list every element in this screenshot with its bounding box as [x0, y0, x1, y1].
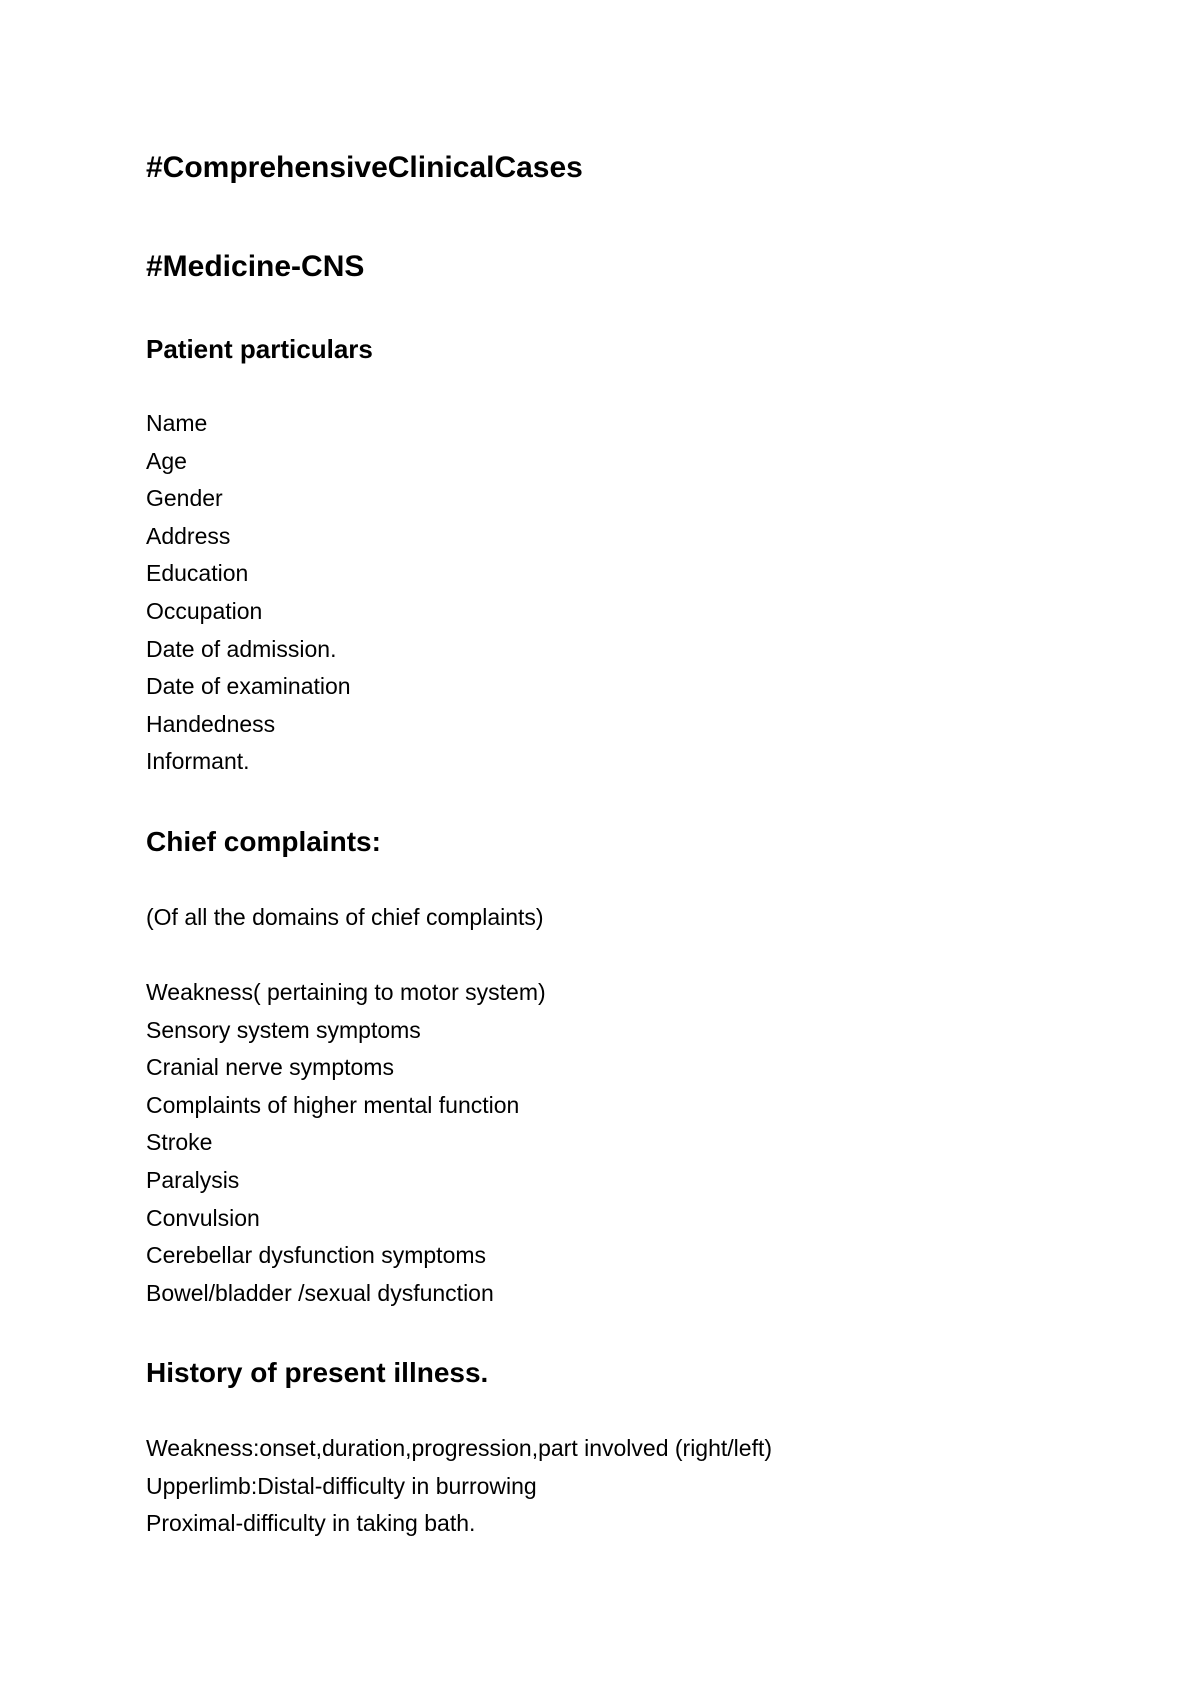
list-item: Cranial nerve symptoms: [146, 1054, 394, 1081]
patient-particulars-heading: Patient particulars: [146, 334, 373, 364]
list-item: Complaints of higher mental function: [146, 1091, 520, 1118]
chief-complaints-list: [146, 974, 546, 1312]
chief-complaints-note: [146, 899, 544, 937]
list-item: Weakness:onset,duration,progression,part involved (right/left): [146, 1435, 773, 1461]
list-item: Occupation: [146, 597, 263, 624]
list-item: Convulsion: [146, 1204, 260, 1231]
list-item: Date of examination: [146, 673, 351, 700]
list-item: Age: [146, 447, 187, 474]
list-item: Cerebellar dysfunction symptoms: [146, 1242, 487, 1269]
list-item: Sensory system symptoms: [146, 1016, 421, 1043]
list-item: Paralysis: [146, 1166, 240, 1193]
list-item: Stroke: [146, 1129, 213, 1156]
list-item: Informant.: [146, 748, 250, 775]
tag-medicine-cns: #Medicine-CNS: [146, 250, 365, 283]
note-text: (Of all the domains of chief complaints): [146, 904, 544, 930]
list-item: Proximal-difficulty in taking bath.: [146, 1510, 476, 1537]
list-item: Gender: [146, 485, 223, 512]
history-present-illness-list: [146, 1430, 772, 1543]
chief-complaints-heading: Chief complaints:: [146, 826, 381, 857]
tag-comprehensive-clinical-cases: #ComprehensiveClinicalCases: [146, 151, 583, 184]
list-item: Date of admission.: [146, 635, 337, 662]
list-item: Address: [146, 522, 231, 549]
list-item: Name: [146, 410, 208, 436]
patient-particulars-list: [146, 405, 351, 781]
list-item: Handedness: [146, 710, 276, 737]
list-item: Upperlimb:Distal-difficulty in burrowing: [146, 1472, 537, 1499]
list-item: Education: [146, 560, 249, 587]
list-item: Weakness( pertaining to motor system): [146, 979, 546, 1005]
list-item: Bowel/bladder /sexual dysfunction: [146, 1279, 494, 1306]
history-present-illness-heading: History of present illness.: [146, 1357, 489, 1388]
